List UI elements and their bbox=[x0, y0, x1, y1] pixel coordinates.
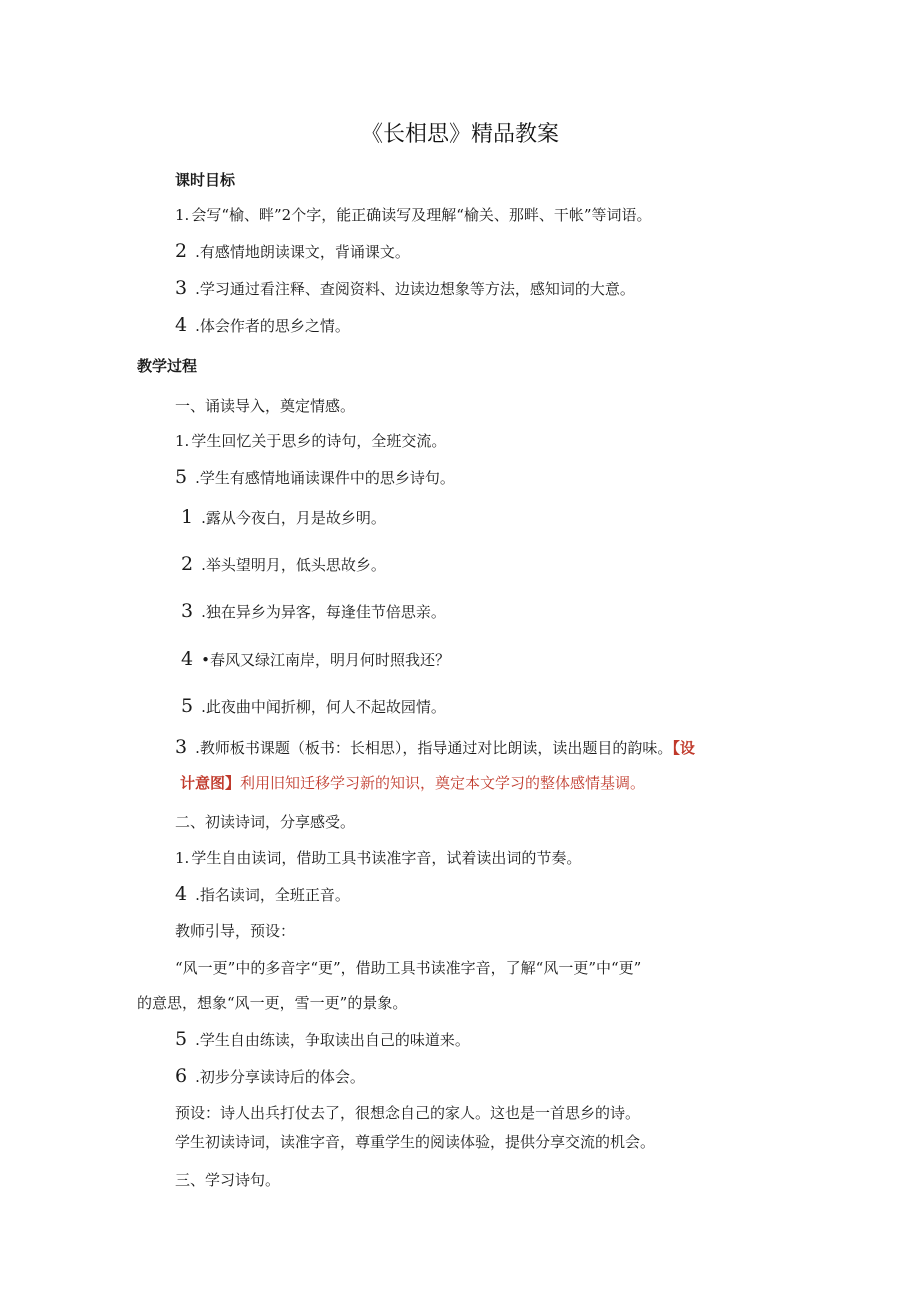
design-intent-label-open: 【设 bbox=[672, 739, 695, 757]
step-number: 4 bbox=[175, 883, 188, 905]
step-number: 1. bbox=[175, 849, 190, 867]
guide-paragraph-line-1: “风一更”中的多音字“更”，借助工具书读准字音，了解“风一更”中“更” bbox=[175, 959, 642, 977]
process-step bbox=[175, 467, 455, 488]
guide-paragraph-line-2: 的意思，想象“风一更，雪一更”的景象。 bbox=[137, 994, 408, 1012]
step-number: 5 bbox=[175, 1028, 188, 1050]
poem-number: 3 bbox=[181, 600, 194, 622]
poem-number: 2 bbox=[181, 553, 194, 575]
goal-item-text: .学习通过看注释、查阅资料、边读边想象等方法，感知词的大意。 bbox=[195, 280, 635, 298]
section-heading-goals: 课时目标 bbox=[175, 171, 236, 189]
process-step bbox=[175, 884, 350, 905]
part-title-3: 三、学习诗句。 bbox=[175, 1171, 281, 1189]
goal-item-2 bbox=[175, 241, 410, 262]
poem-text: .独在异乡为异客，每逢佳节倍思亲。 bbox=[201, 603, 446, 621]
step-text: .教师板书课题（板书：长相思），指导通过对比朗读，读出题目的韵味。 bbox=[195, 739, 673, 757]
guide-label: 教师引导，预设： bbox=[175, 922, 296, 940]
goal-item-3 bbox=[175, 278, 635, 299]
part-title-1: 一、诵读导入，奠定情感。 bbox=[175, 397, 356, 415]
step-number: 6 bbox=[175, 1065, 188, 1087]
poem-text: .举头望明月，低头思故乡。 bbox=[201, 556, 386, 574]
poem-line bbox=[181, 601, 446, 622]
goal-item-number: 1. bbox=[175, 206, 190, 224]
process-step bbox=[175, 1066, 365, 1087]
step-number: 5 bbox=[175, 466, 188, 488]
section-heading-process: 教学过程 bbox=[137, 357, 198, 375]
poem-text: .露从今夜白，月是故乡明。 bbox=[201, 509, 386, 527]
process-step bbox=[175, 848, 581, 868]
goal-item-4 bbox=[175, 315, 350, 336]
step-text: 学生回忆关于思乡的诗句，全班交流。 bbox=[191, 432, 447, 450]
process-step bbox=[175, 1029, 470, 1050]
poem-line bbox=[181, 507, 386, 528]
goal-item-number: 4 bbox=[175, 314, 188, 336]
process-step bbox=[175, 431, 446, 451]
goal-item-number: 3 bbox=[175, 277, 188, 299]
poem-line bbox=[181, 696, 446, 717]
step-text: .学生自由练读，争取读出自己的味道来。 bbox=[195, 1031, 470, 1049]
process-step bbox=[175, 737, 695, 758]
goal-item-text: .体会作者的思乡之情。 bbox=[195, 317, 350, 335]
page-title: 《长相思》精品教案 bbox=[360, 122, 559, 147]
goal-item-1 bbox=[175, 205, 652, 225]
poem-line bbox=[181, 649, 450, 670]
poem-text: .此夜曲中闻折柳，何人不起故园情。 bbox=[201, 698, 446, 716]
design-intent-text: 利用旧知迁移学习新的知识，奠定本文学习的整体感情基调。 bbox=[240, 774, 646, 792]
goal-item-text: 会写“榆、畔”2个字，能正确读写及理解“榆关、那畔、干帐”等词语。 bbox=[191, 206, 652, 224]
poem-number: 1 bbox=[181, 506, 194, 528]
goal-item-text: .有感情地朗读课文，背诵课文。 bbox=[195, 243, 410, 261]
poem-text: •春风又绿江南岸，明月何时照我还？ bbox=[201, 651, 450, 669]
design-intent-label-close: 计意图】 bbox=[180, 774, 241, 792]
part-title-2: 二、初读诗词，分享感受。 bbox=[175, 813, 356, 831]
step-number: 3 bbox=[175, 736, 188, 758]
goal-item-number: 2 bbox=[175, 240, 188, 262]
preset-text: 预设：诗人出兵打仗去了，很想念自己的家人。这也是一首思乡的诗。 bbox=[175, 1104, 641, 1122]
poem-number: 4 bbox=[181, 648, 194, 670]
note-text: 学生初读诗词，读准字音，尊重学生的阅读体验，提供分享交流的机会。 bbox=[175, 1133, 656, 1151]
poem-number: 5 bbox=[181, 695, 194, 717]
step-number: 1. bbox=[175, 432, 190, 450]
design-intent bbox=[180, 773, 645, 793]
step-text: .初步分享读诗后的体会。 bbox=[195, 1068, 365, 1086]
poem-line bbox=[181, 554, 386, 575]
step-text: 学生自由读词，借助工具书读准字音，试着读出词的节奏。 bbox=[191, 849, 582, 867]
step-text: .指名读词，全班正音。 bbox=[195, 886, 350, 904]
step-text: .学生有感情地诵读课件中的思乡诗句。 bbox=[195, 469, 455, 487]
